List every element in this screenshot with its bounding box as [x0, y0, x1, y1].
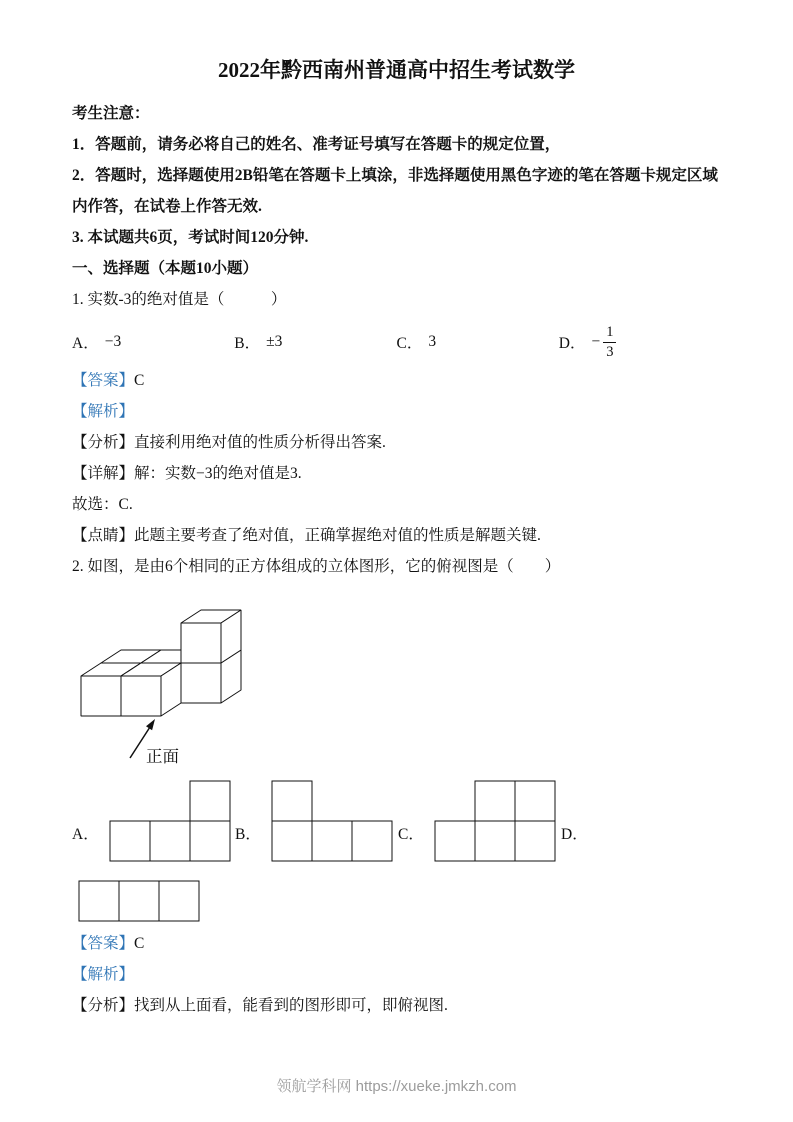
- option-d-topview-shape: [78, 880, 200, 922]
- option-a-topview-shape: [109, 780, 231, 862]
- option-c-topview-shape: [434, 780, 556, 862]
- option-c-value: 3: [428, 333, 437, 350]
- q2-answer-value: C: [134, 935, 145, 952]
- option-a-label: A．: [72, 335, 99, 352]
- fraction-numerator: 1: [603, 323, 616, 342]
- q2-option-d-label: D．: [561, 825, 588, 843]
- option-b-label: B．: [234, 335, 261, 352]
- front-label: 正面: [146, 747, 179, 766]
- notice-heading: 考生注意：: [72, 105, 150, 122]
- q1-jiexi-line: [72, 396, 721, 427]
- fraction-denominator: 3: [606, 343, 614, 360]
- notice-item-2: 2．答题时，选择题使用2B铅笔在答题卡上填涂，非选择题使用黑色字迹的笔在答题卡规定区域内作答，在试卷上作答无效.: [72, 167, 718, 215]
- cube-solid-figure: [76, 596, 276, 774]
- q2-option-b-label: B．: [235, 825, 261, 843]
- q1-detail: 【详解】解：实数−3的绝对值是3.: [72, 465, 302, 482]
- section-heading: 一、选择题（本题10小题）: [72, 260, 259, 277]
- q2-analysis: 【分析】找到从上面看，能看到的图形即可，即俯视图.: [72, 997, 448, 1014]
- option-c-label: C．: [396, 335, 423, 352]
- q1-answer-value: C: [134, 372, 145, 389]
- footer-watermark: 领航学科网 https://xueke.jmkzh.com: [276, 1078, 517, 1095]
- notice-item-1: 1．答题前，请务必将自己的姓名、准考证号填写在答题卡的规定位置，: [72, 136, 561, 153]
- q2-option-b: [235, 780, 398, 862]
- q1-note: 【点睛】此题主要考查了绝对值，正确掌握绝对值的性质是解题关键.: [72, 527, 541, 544]
- q2-stem: 2. 如图，是由6个相同的正方体组成的立体图形，它的俯视图是（ ）: [72, 558, 561, 575]
- q1-option-b: [234, 319, 396, 365]
- q2-option-a: [72, 780, 235, 862]
- q2-option-d-shape-row: [78, 880, 721, 922]
- q1-option-d: [559, 319, 721, 365]
- answer-marker: 【答案】: [72, 372, 135, 389]
- fraction-one-third: [603, 323, 616, 360]
- option-d-sign: −: [591, 333, 601, 350]
- page-title: 2022年黔西南州普通高中招生考试数学: [218, 58, 575, 82]
- option-a-value: −3: [104, 333, 122, 350]
- option-b-value: ±3: [266, 333, 283, 350]
- q1-conclusion: 故选：C.: [72, 496, 133, 513]
- option-b-topview-shape: [271, 780, 393, 862]
- jiexi-marker: 【解析】: [72, 966, 135, 983]
- jiexi-marker: 【解析】: [72, 403, 135, 420]
- q1-option-c: [397, 319, 559, 365]
- q2-option-d: [561, 827, 724, 863]
- q1-answer-line: [72, 365, 721, 396]
- q2-option-c: [398, 780, 561, 862]
- q1-stem: 1. 实数-3的绝对值是（ ）: [72, 291, 287, 308]
- q2-jiexi-line: [72, 959, 721, 990]
- q2-answer-line: [72, 928, 721, 959]
- q2-options: [72, 780, 721, 862]
- q1-options: [72, 319, 721, 365]
- answer-marker: 【答案】: [72, 935, 135, 952]
- q2-figure: [76, 596, 721, 774]
- q1-option-a: [72, 319, 234, 365]
- q1-analysis: 【分析】直接利用绝对值的性质分析得出答案.: [72, 434, 386, 451]
- q2-option-c-label: C．: [398, 825, 424, 843]
- notice-item-3: 3. 本试题共6页，考试时间120分钟.: [72, 229, 309, 246]
- option-d-label: D．: [558, 335, 586, 352]
- q2-option-a-label: A．: [72, 825, 99, 843]
